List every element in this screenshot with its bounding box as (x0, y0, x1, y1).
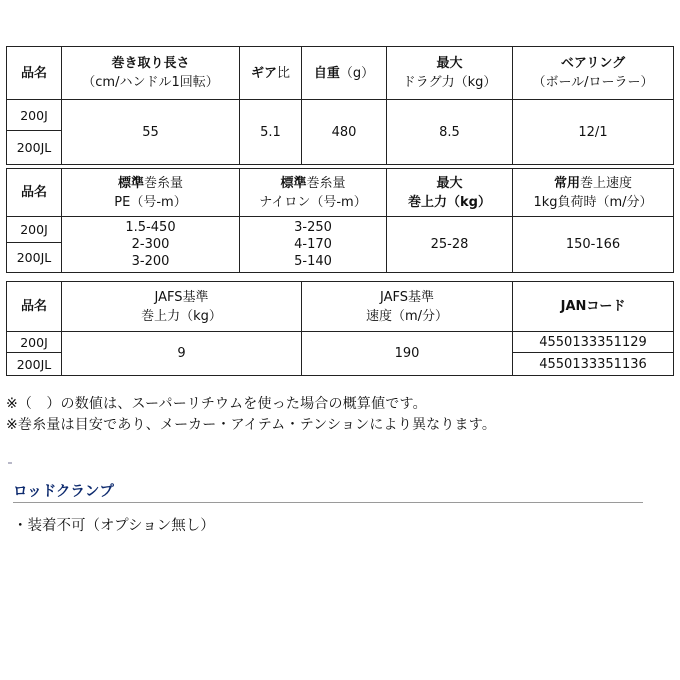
header-retrieve-speed: 常用巻上速度 1kg負荷時（m/分） (513, 169, 674, 217)
header-jafs-lifting-power: JAFS基準 巻上力（kg） (62, 282, 302, 332)
value-jafs-speed: 190 (302, 332, 513, 376)
header-jan-code: JANコード (513, 282, 674, 332)
value-jan-code: 4550133351129 (513, 332, 674, 353)
value-bearing: 12/1 (513, 100, 674, 165)
section-title-rod-clamp: ロッドクランプ (13, 484, 114, 500)
value-weight: 480 (302, 100, 387, 165)
header-gear-ratio: ギア比 (240, 47, 302, 100)
header-max-drag: 最大 ドラグ力（kg） (387, 47, 513, 100)
model-cell: 200JL (7, 353, 62, 376)
header-weight: 自重（g） (302, 47, 387, 100)
header-nylon-capacity: 標準巻糸量 ナイロン（号-m） (240, 169, 387, 217)
spec-table-2 (6, 168, 674, 273)
header-model: 品名 (7, 47, 62, 100)
header-model: 品名 (7, 169, 62, 217)
spec-table-1 (6, 46, 674, 165)
rod-clamp-item: ・装着不可（オプション無し） (13, 518, 215, 534)
header-pe-capacity: 標準巻糸量 PE（号-m） (62, 169, 240, 217)
model-cell: 200JL (7, 131, 62, 165)
section-divider (13, 502, 643, 503)
model-cell: 200J (7, 100, 62, 131)
model-cell: 200J (7, 217, 62, 243)
spec-table-3 (6, 281, 674, 376)
value-max-lifting-power: 25-28 (387, 217, 513, 273)
decorative-mark (8, 462, 12, 464)
value-gear-ratio: 5.1 (240, 100, 302, 165)
header-max-lifting-power: 最大 巻上力（kg） (387, 169, 513, 217)
model-cell: 200J (7, 332, 62, 353)
value-max-drag: 8.5 (387, 100, 513, 165)
footnote-line-capacity: ※巻糸量は目安であり、メーカー・アイテム・テンションにより異なります。 (6, 417, 497, 433)
model-cell: 200JL (7, 243, 62, 273)
header-jafs-speed: JAFS基準 速度（m/分） (302, 282, 513, 332)
footnote-lithium: ※（ ）の数値は、スーパーリチウムを使った場合の概算値です。 (6, 396, 427, 412)
value-jan-code: 4550133351136 (513, 353, 674, 376)
value-retrieve-speed: 150-166 (513, 217, 674, 273)
value-winding-length: 55 (62, 100, 240, 165)
header-bearing: ベアリング （ボール/ローラー） (513, 47, 674, 100)
value-nylon-capacity: 3-250 4-170 5-140 (240, 217, 387, 273)
header-winding-length: 巻き取り長さ （cm/ハンドル1回転） (62, 47, 240, 100)
value-pe-capacity: 1.5-450 2-300 3-200 (62, 217, 240, 273)
header-model: 品名 (7, 282, 62, 332)
value-jafs-lifting-power: 9 (62, 332, 302, 376)
